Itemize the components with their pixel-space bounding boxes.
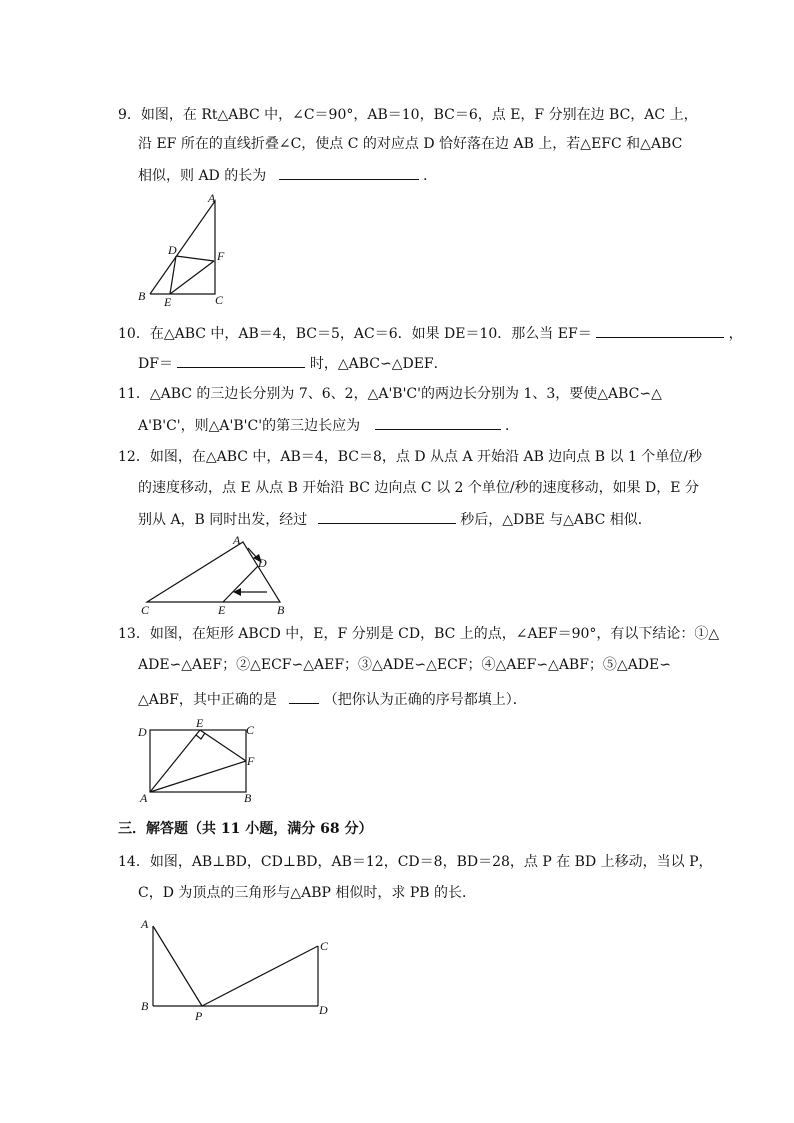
- q14-label-A: A: [141, 917, 149, 931]
- q10-line-2-end: 时，△ABC∽△DEF．: [309, 356, 448, 372]
- q14-figure: [135, 912, 345, 1024]
- q13-line-1: 13．如图，在矩形 ABCD 中，E，F 分别是 CD，BC 上的点，∠AEF＝90°，有以下结论：①△: [118, 626, 720, 642]
- q13-label-A: A: [140, 791, 148, 805]
- q10-df-blank[interactable]: [177, 353, 305, 368]
- q12-line-3-text: 别从 A，B 同时出发，经过: [138, 512, 308, 528]
- q13-label-E: E: [196, 716, 204, 730]
- q9-label-B: B: [138, 289, 146, 303]
- q11-line-2-end: ．: [505, 418, 519, 434]
- q10-line-2-text: DF＝: [138, 356, 173, 372]
- q12-label-A: A: [233, 533, 241, 547]
- q10-line-1-end: ，: [728, 326, 743, 342]
- q14-label-B: B: [141, 999, 149, 1013]
- q9-label-F: F: [217, 249, 225, 263]
- q9-label-D: D: [168, 243, 177, 257]
- q12-line-2: 的速度移动，点 E 从点 B 开始沿 BC 边向点 C 以 2 个单位/秒的速度移动，如果 D，E 分: [138, 480, 699, 496]
- q13-figure: [132, 712, 262, 807]
- q10-line-1-text: 10．在△ABC 中，AB＝4，BC＝5，AC＝6．如果 DE＝10．那么当 EF＝: [118, 326, 592, 342]
- q13-line-3-end: （把你认为正确的序号都填上）．: [323, 692, 527, 708]
- q10-line-1: [118, 323, 743, 343]
- section-3-title: 三．解答题（共 11 小题，满分 68 分）: [118, 821, 373, 837]
- q9-label-A: A: [208, 191, 216, 205]
- q9-line-1: 9．如图，在 Rt△ABC 中，∠C＝90°，AB＝10，BC＝6，点 E，F 分别在边 BC，AC 上，: [118, 107, 698, 123]
- q14-label-D: D: [319, 1003, 328, 1017]
- q9-line-3-end: ．: [423, 168, 438, 184]
- q13-label-B: B: [244, 791, 252, 805]
- q9-line-3-text: 相似，则 AD 的长为: [138, 168, 267, 184]
- q11-line-2: [138, 415, 519, 435]
- q14-line-1: 14．如图，AB⊥BD，CD⊥BD，AB＝12，CD＝8，BD＝28，点 P 在 BD 上移动，当以 P，: [118, 854, 713, 870]
- q14-label-C: C: [320, 939, 329, 953]
- q11-answer-blank[interactable]: [375, 415, 501, 430]
- q9-figure: [130, 190, 240, 310]
- q12-line-3: [138, 509, 652, 529]
- q12-label-E: E: [218, 603, 226, 617]
- q12-line-3-end: 秒后，△DBE 与△ABC 相似．: [460, 512, 652, 528]
- q12-answer-blank[interactable]: [318, 509, 456, 524]
- q13-label-F: F: [247, 754, 255, 768]
- q12-figure: [135, 530, 300, 618]
- q12-label-C: C: [141, 603, 150, 617]
- q9-label-C: C: [215, 293, 224, 307]
- q10-line-2: [138, 353, 448, 373]
- q13-line-3-text: △ABF，其中正确的是: [138, 692, 277, 708]
- q13-line-3: [138, 689, 527, 709]
- q12-label-B: B: [277, 603, 285, 617]
- q13-label-D: D: [138, 725, 147, 739]
- q9-line-2: 沿 EF 所在的直线折叠∠C，使点 C 的对应点 D 恰好落在边 AB 上，若△EFC 和△ABC: [138, 136, 683, 152]
- q12-arrow-e-head: [233, 588, 241, 596]
- q11-line-1: 11．△ABC 的三边长分别为 7、6、2，△A'B'C'的两边长分别为 1、3，要使△ABC∽△: [118, 386, 662, 402]
- q11-line-2-text: A'B'C'，则△A'B'C'的第三边长应为: [138, 418, 361, 434]
- q13-answer-blank[interactable]: [289, 689, 319, 704]
- q10-ef-blank[interactable]: [596, 323, 724, 338]
- q9-line-3: [138, 165, 437, 185]
- q12-line-1: 12．如图，在△ABC 中，AB＝4，BC＝8，点 D 从点 A 开始沿 AB 边向点 B 以 1 个单位/秒: [118, 449, 703, 465]
- q12-label-D: D: [258, 556, 267, 570]
- q13-label-C: C: [246, 723, 255, 737]
- q9-label-E: E: [164, 295, 172, 309]
- q14-label-P: P: [195, 1009, 203, 1023]
- q14-line-2: C，D 为顶点的三角形与△ABP 相似时，求 PB 的长．: [138, 885, 477, 901]
- q13-line-2: ADE∽△AEF；②△ECF∽△AEF；③△ADE∽△ECF；④△AEF∽△ABF；⑤△ADE∽: [138, 657, 671, 673]
- q9-answer-blank[interactable]: [279, 165, 419, 180]
